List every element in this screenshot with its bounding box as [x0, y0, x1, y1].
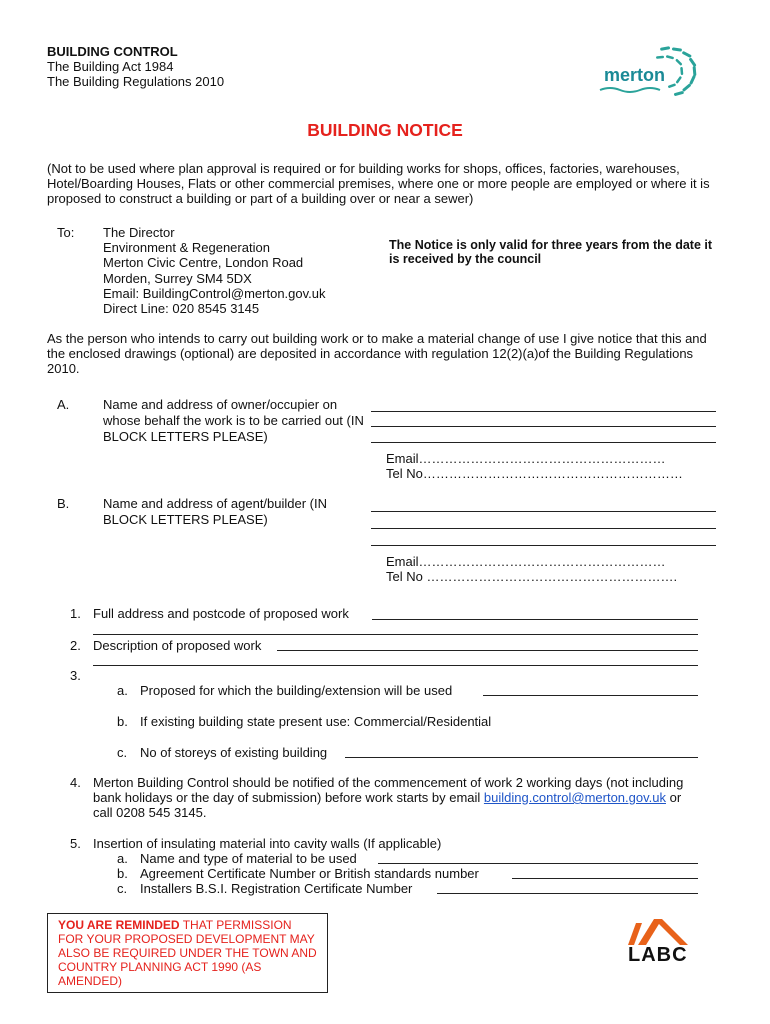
item-4-tail: or call 0208 545 3145.	[93, 790, 682, 820]
recipient-address	[103, 225, 326, 316]
item-3c-letter: c.	[117, 745, 128, 760]
agent-tel-field[interactable]: Tel No ………………………………………………….	[386, 569, 678, 584]
recipient-line: Morden, Surrey SM4 5DX	[103, 270, 252, 286]
item-2-label: Description of proposed work	[93, 638, 262, 653]
agent-address-line-1[interactable]	[371, 511, 716, 512]
intro-paragraph: (Not to be used where plan approval is required or for building works for shops, offices, factories, warehouses, Hotel/Boarding Houses, Flats or other commercial premises, where one or more people are employed or where it is proposed to construct a building or part of a building over or near a sewer)	[47, 161, 710, 206]
item-1-number: 1.	[70, 606, 81, 621]
header-line-3: The Building Regulations 2010	[47, 74, 225, 89]
item-5b-label: Agreement Certificate Number or British standards number	[140, 866, 479, 881]
item-5b-letter: b.	[117, 866, 128, 881]
proposed-work-address-line-1[interactable]	[372, 619, 698, 620]
item-3b-label[interactable]: If existing building state present use: Commercial/Residential	[140, 714, 492, 729]
recipient-line: Merton Civic Centre, London Road	[103, 255, 304, 271]
item-5-label: Insertion of insulating material into cavity walls (If applicable)	[93, 836, 442, 851]
section-a-letter: A.	[57, 397, 70, 412]
owner-tel-field[interactable]: Tel No……………………………………………………	[386, 466, 683, 481]
item-3c-label: No of storeys of existing building	[140, 745, 328, 760]
item-4-text	[93, 775, 698, 820]
owner-address-line-3[interactable]	[371, 442, 716, 443]
item-1-label: Full address and postcode of proposed work	[93, 606, 349, 621]
proposed-use-line[interactable]	[483, 695, 698, 696]
labc-mark-icon	[624, 913, 704, 947]
recipient-line: The Director	[103, 225, 175, 240]
document-header	[47, 44, 224, 89]
agent-address-line-2[interactable]	[371, 528, 716, 529]
recipient-line: Email: BuildingControl@merton.gov.uk	[103, 285, 326, 301]
work-description-line-2[interactable]	[93, 665, 698, 666]
proposed-work-address-line-2[interactable]	[93, 634, 698, 635]
owner-email-field[interactable]: Email…………………………………………………	[386, 451, 666, 466]
labc-logo	[624, 913, 704, 973]
item-3b-letter: b.	[117, 714, 128, 729]
item-3a-letter: a.	[117, 683, 128, 698]
section-a-text: Name and address of owner/occupier on whose behalf the work is to be carried out (IN BLOCK LETTERS PLEASE)	[103, 397, 364, 444]
item-5c-letter: c.	[117, 881, 128, 896]
merton-logo	[596, 44, 716, 104]
item-4-number: 4.	[70, 775, 81, 790]
item-5-number: 5.	[70, 836, 81, 851]
storeys-line[interactable]	[345, 757, 698, 758]
item-3a-label: Proposed for which the building/extension will be used	[140, 683, 453, 698]
work-description-line-1[interactable]	[277, 650, 698, 651]
planning-reminder-box	[47, 913, 328, 993]
material-line[interactable]	[378, 863, 698, 864]
validity-note: The Notice is only valid for three years from the date it is received by the council	[389, 238, 712, 266]
agent-address-line-3[interactable]	[371, 545, 716, 546]
header-line-1: BUILDING CONTROL	[47, 44, 178, 59]
merton-logo-text: merton	[604, 65, 666, 85]
header-line-2: The Building Act 1984	[47, 59, 174, 74]
reminder-bold: YOU ARE REMINDED	[58, 918, 180, 932]
recipient-line: Direct Line: 020 8545 3145	[103, 301, 260, 317]
building-control-email-link[interactable]: building.control@merton.gov.uk	[483, 790, 666, 805]
section-b-text: Name and address of agent/builder (IN BLOCK LETTERS PLEASE)	[103, 496, 328, 527]
item-5a-label: Name and type of material to be used	[140, 851, 357, 866]
agent-email-field[interactable]: Email…………………………………………………	[386, 554, 666, 569]
recipient-line: Environment & Regeneration	[103, 240, 270, 256]
item-5c-label: Installers B.S.I. Registration Certificate Number	[140, 881, 413, 896]
item-2-number: 2.	[70, 638, 81, 653]
owner-address-line-1[interactable]	[371, 411, 716, 412]
page-title: BUILDING NOTICE	[307, 120, 463, 140]
declaration-paragraph: As the person who intends to carry out building work or to make a material change of use I give notice that this and the enclosed drawings (optional) are deposited in accordance with regulation 12(2)(a)of the Building Regulations 2010.	[47, 331, 707, 376]
section-b-letter: B.	[57, 496, 70, 511]
item-3-number: 3.	[70, 668, 81, 683]
item-5a-letter: a.	[117, 851, 128, 866]
bsi-registration-line[interactable]	[437, 893, 698, 894]
labc-logo-text: LABC	[628, 944, 688, 966]
to-label: To:	[57, 225, 75, 240]
item-4-body: Merton Building Control should be notified of the commencement of work 2 working days (not including bank holidays or the day of submission) before work starts by email	[93, 775, 684, 805]
reminder-text: THAT PERMISSION FOR YOUR PROPOSED DEVELOPMENT MAY ALSO BE REQUIRED UNDER THE TOWN AND COUNTRY PLANNING ACT 1990 (AS AMENDED)	[58, 918, 317, 988]
certificate-number-line[interactable]	[512, 878, 698, 879]
owner-address-line-2[interactable]	[371, 426, 716, 427]
